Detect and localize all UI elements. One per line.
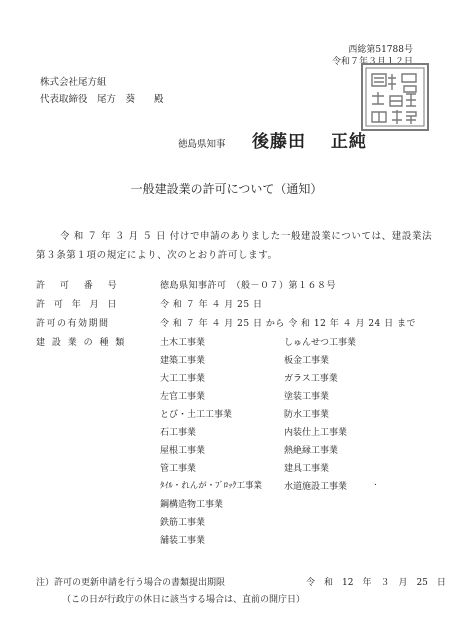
business-type-item: 内装仕上工事業	[284, 428, 348, 438]
business-type-item: ガラス工事業	[284, 374, 338, 384]
business-type-item: とび・土工工事業	[160, 410, 233, 420]
business-type-item: ﾀｲﾙ・れんが・ﾌﾞﾛｯｸ工事業	[160, 481, 263, 491]
business-type-item: 舗装工事業	[160, 536, 206, 546]
business-type-item: 管工事業	[160, 464, 197, 474]
renewal-deadline: 令 和 12 年 ３ 月 25 日	[306, 578, 446, 588]
business-type-item: 鋼構造物工事業	[160, 500, 224, 510]
official-seal-icon	[360, 62, 430, 132]
body-line-1: 令 和 ７ 年 ３ 月 ５ 日 付けで申請のありました一般建設業については、建設業法	[60, 231, 433, 242]
permit-number-label: 許 可 番 号	[36, 281, 123, 291]
renewal-note-detail: （この日が行政庁の休日に該当する場合は、直前の開庁日）	[62, 595, 306, 605]
business-type-item: 大工工事業	[160, 374, 206, 384]
business-type-item: 左官工事業	[160, 392, 206, 402]
recipient-representative: 代表取締役 尾方 葵 殿	[40, 94, 164, 105]
business-type-item: 鉄筋工事業	[160, 518, 206, 528]
business-type-item: 板金工事業	[284, 356, 330, 366]
business-type-item: 土木工事業	[160, 338, 206, 348]
business-type-item: 建築工事業	[160, 356, 206, 366]
business-type-item: 防水工事業	[284, 410, 330, 420]
permit-number-value: 徳島県知事許可 （般－０７）第１６８号	[160, 281, 337, 291]
stray-mark: .	[374, 478, 377, 488]
renewal-note: 注）許可の更新申請を行う場合の書類提出期限	[36, 578, 226, 588]
business-type-item: しゅんせつ工事業	[284, 338, 357, 348]
document-number: 西総第51788号	[348, 45, 413, 55]
permit-date-label: 許 可 年 月 日	[36, 300, 120, 310]
business-types-label: 建 設 業 の 種 類	[36, 338, 127, 348]
business-type-item: 塗装工事業	[284, 392, 330, 402]
document-title: 一般建設業の許可について（通知）	[130, 182, 323, 196]
body-line-2: 第３条第１項の規定により、次のとおり許可します。	[36, 250, 278, 261]
business-type-item: 建具工事業	[284, 464, 330, 474]
business-type-item: 石工事業	[160, 428, 197, 438]
business-type-item: 水道施設工事業	[284, 482, 348, 492]
issuer-title: 徳島県知事	[178, 139, 226, 150]
business-type-item: 屋根工事業	[160, 446, 206, 456]
business-type-item: 熱絶縁工事業	[284, 446, 339, 456]
issuer-name: 後藤田 正純	[252, 132, 367, 152]
permit-date-value: 令 和 ７ 年 ４ 月 25 日	[160, 300, 263, 310]
recipient-company: 株式会社尾方組	[40, 77, 107, 88]
validity-value: 令 和 ７ 年 ４ 月 25 日 から 令 和 12 年 ４ 月 24 日 まで	[160, 319, 416, 329]
validity-label: 許可の有効期間	[36, 319, 110, 329]
document-date: 令和７年３月１２日	[331, 57, 413, 67]
